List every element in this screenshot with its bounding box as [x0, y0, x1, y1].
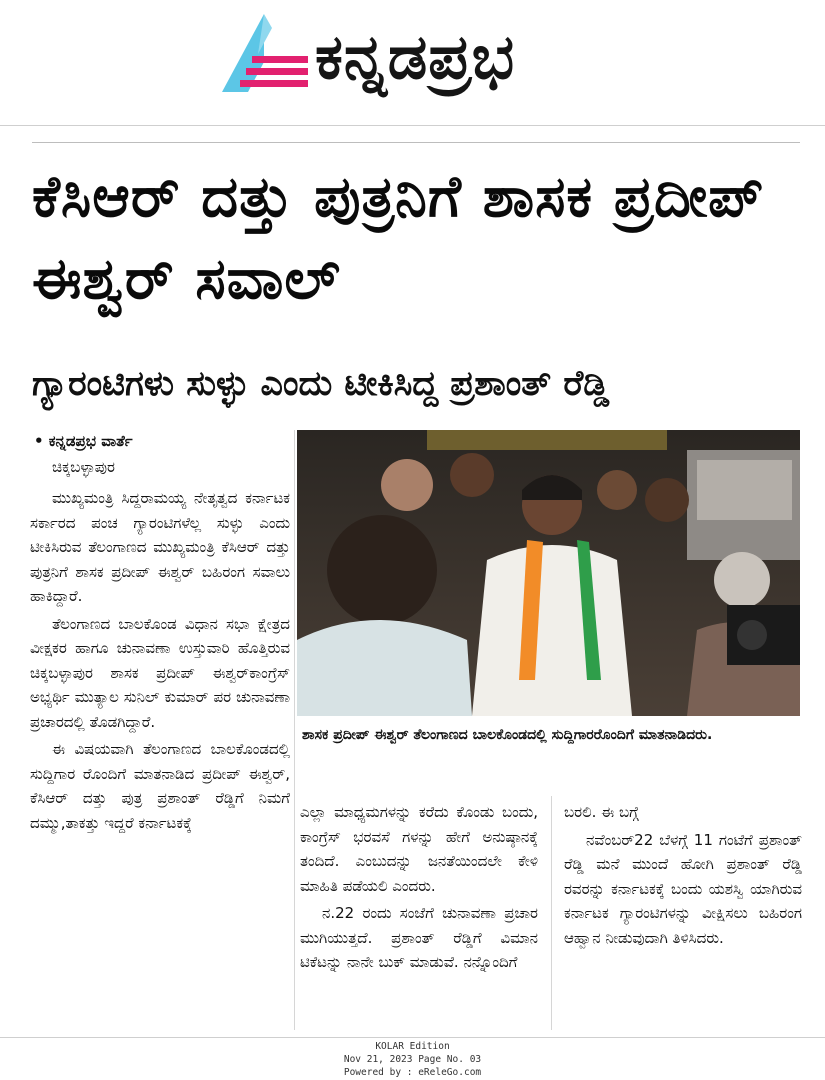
article-column-2	[300, 800, 538, 978]
masthead-logo-text: ಕನ್ನಡಪ್ರಭ	[315, 20, 516, 93]
paragraph: ತೆಲಂಗಾಣದ ಬಾಲಕೊಂಡ ವಿಧಾನ ಸಭಾ ಕ್ಷೇತ್ರದ ವೀಕ್ಷಕರ ಹಾಗೂ ಚುನಾವಣಾ ಉಸ್ತುವಾರಿ ಹೊತ್ತಿರುವ ಚಿಕ್ಕಬಳ್ಳಾಪುರ ಶಾಸಕ ಪ್ರದೀಪ್ ಈಶ್ವರ್‌ಕಾಂಗ್ರೆಸ್ ಅಭ್ಯರ್ಥಿ ಮುತ್ಯಾಲ ಸುನಿಲ್ ಕುಮಾರ್ ಪರ ಚುನಾವಣಾ ಪ್ರಚಾರದಲ್ಲಿ ತೊಡಗಿದ್ದಾರೆ.	[30, 614, 290, 731]
crowd-photo-image	[297, 430, 800, 716]
paragraph: ಈ ವಿಷಯವಾಗಿ ತೆಲಂಗಾಣದ ಬಾಲಕೊಂಡದಲ್ಲಿ ಸುದ್ದಿಗಾರ ರೊಂದಿಗೆ ಮಾತನಾಡಿದ ಪ್ರದೀಪ್ ಈಶ್ವರ್, ಕೆಸಿಆರ್ ದತ್ತು ಪುತ್ರ ಪ್ರಶಾಂತ್ ರೆಡ್ಡಿಗೆ ನಿಮಗೆ ದಮ್ಮು,ತಾಕತ್ತು ಇದ್ದರೆ ಕರ್ನಾಟಕಕ್ಕೆ	[30, 740, 290, 832]
footer-powered-by[interactable]: Powered by : eReleGo.com	[343, 1067, 482, 1078]
article-subhead: ಗ್ಯಾರಂಟಿಗಳು ಸುಳ್ಳು ಎಂದು ಟೀಕಿಸಿದ್ದ ಪ್ರಶಾಂತ್ ರೆಡ್ಡಿ	[32, 364, 610, 404]
footer-date-page: Nov 21, 2023 Page No. 03	[343, 1054, 482, 1065]
paragraph: ಬರಲಿ. ಈ ಬಗ್ಗೆ	[564, 803, 639, 821]
footer-edition: KOLAR Edition	[375, 1041, 450, 1052]
footer-divider	[0, 1037, 825, 1038]
article-column-3	[564, 800, 802, 953]
dateline: ಚಿಕ್ಕಬಳ್ಳಾಪುರ	[52, 458, 115, 476]
headline-divider	[32, 142, 800, 143]
article-column-1	[30, 486, 290, 838]
paragraph: ಮುಖ್ಯಮಂತ್ರಿ ಸಿದ್ದರಾಮಯ್ಯ ನೇತೃತ್ವದ ಕರ್ನಾಟಕ ಸರ್ಕಾರದ ಪಂಚ ಗ್ಯಾರಂಟಿಗಳೆಲ್ಲ ಸುಳ್ಳು ಎಂದು ಟೀಕಿಸಿರುವ ತೆಲಂಗಾಣದ ಮುಖ್ಯಮಂತ್ರಿ ಕೆಸಿಆರ್ ದತ್ತು ಪುತ್ರನಿಗೆ ಶಾಸಕ ಪ್ರದೀಪ್ ಈಶ್ವರ್ ಬಹಿರಂಗ ಸವಾಲು ಹಾಕಿದ್ದಾರೆ.	[30, 489, 290, 605]
masthead-divider	[0, 125, 825, 126]
paragraph: ನವೆಂಬರ್22 ಬೆಳಗ್ಗೆ 11 ಗಂಟೆಗೆ ಪ್ರಶಾಂತ್ ರೆಡ್ಡಿ ಮನೆ ಮುಂದೆ ಹೋಗಿ ಪ್ರಶಾಂತ್ ರೆಡ್ಡಿ ರವರನ್ನು ಕರ್ನಾಟಕಕ್ಕೆ ಬಂದು ಯಶಸ್ವಿ ಯಾಗಿರುವ ಕರ್ನಾಟಕ ಗ್ಯಾರಂಟಿಗಳನ್ನು ವೀಕ್ಷಿಸಲು ಬಹಿರಂಗ ಆಹ್ವಾನ ನೀಡುವುದಾಗಿ ತಿಳಿಸಿದರು.	[564, 830, 802, 947]
kannadaprabha-logo-icon	[218, 12, 310, 94]
column-divider	[551, 796, 552, 1030]
article-photo	[297, 430, 800, 716]
byline: • ಕನ್ನಡಪ್ರಭ ವಾರ್ತೆ	[34, 432, 133, 450]
paragraph: ಎಲ್ಲಾ ಮಾಧ್ಯಮಗಳನ್ನು ಕರೆದು ಕೊಂಡು ಬಂದು, ಕಾಂಗ್ರೆಸ್ ಭರವಸೆ ಗಳನ್ನು ಹೇಗೆ ಅನುಷ್ಠಾನಕ್ಕೆ ತಂದಿದೆ. ಎಂಬುದನ್ನು ಜನತೆಯಿಂದಲೇ ಕೇಳಿ ಮಾಹಿತಿ ಪಡೆಯಲಿ ಎಂದರು.	[300, 803, 538, 895]
photo-caption: ಶಾಸಕ ಪ್ರದೀಪ್ ಈಶ್ವರ್ ತೆಲಂಗಾಣದ ಬಾಲಕೊಂಡದಲ್ಲಿ ಸುದ್ದಿಗಾರರೊಂದಿಗೆ ಮಾತನಾಡಿದರು.	[302, 727, 713, 743]
masthead	[0, 0, 825, 125]
column-divider	[294, 430, 295, 1030]
paragraph: ನ.22 ರಂದು ಸಂಜೆಗೆ ಚುನಾವಣಾ ಪ್ರಚಾರ ಮುಗಿಯುತ್ತದೆ. ಪ್ರಶಾಂತ್ ರೆಡ್ಡಿಗೆ ವಿಮಾನ ಟಿಕೆಟನ್ನು ನಾನೇ ಬುಕ್ ಮಾಡುವೆ. ನನ್ನೊಂದಿಗೆ	[300, 904, 538, 971]
article-headline: ಕೆಸಿಆರ್ ದತ್ತು ಪುತ್ರನಿಗೆ ಶಾಸಕ ಪ್ರದೀಪ್ ಈಶ್ವರ್ ಸವಾಲ್	[32, 164, 765, 312]
